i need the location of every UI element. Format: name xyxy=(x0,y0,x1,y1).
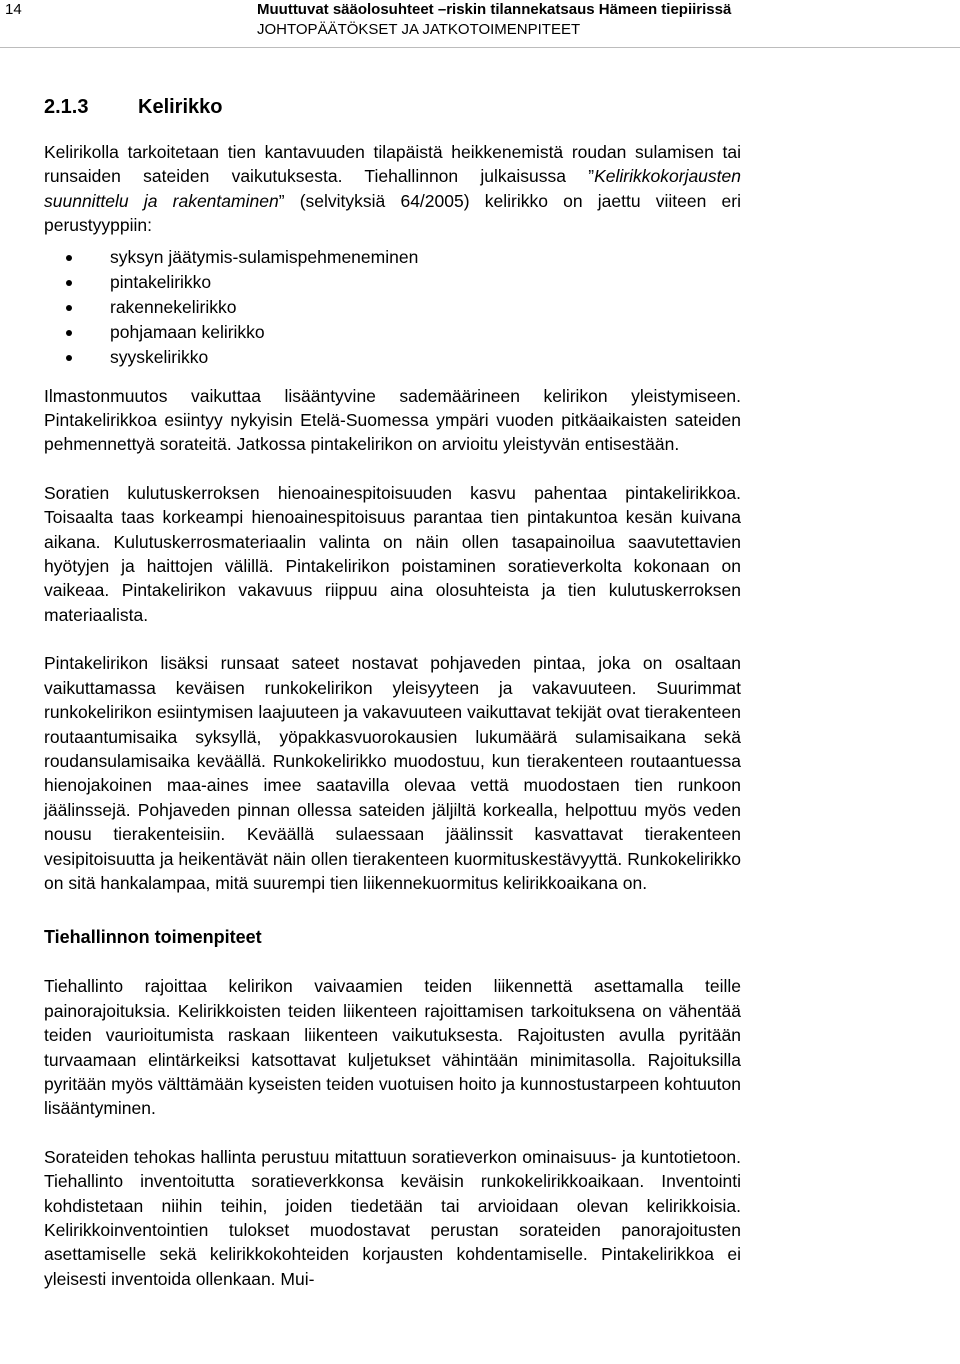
groundwater-paragraph: Pintakelirikon lisäksi runsaat sateet nostavat pohjaveden pintaa, joka on osaltaan vaikuttamassa keväisen runkokelirikon yleisyyteen ja vakavuuteen. Suurimmat runkokelirikon esiintymisen laajuuteen ja vakavuuteen vaikuttavat tekijät ovat tierakenteen routaantumisaika syksyllä, yöpakkasvuorokausien lukumäärä sulamisaikana sekä roudansulamisaika keväällä. Runkokelirikko muodostuu, kun tierakenteen routaantuessa hienojakoinen maa-aines imee saatavilla olevaa vettä muodostaen tien runkoon jäälinssejä. Pohjaveden pinnan ollessa sateiden jäljiltä korkealla, helpottuu myös veden nousu tierakenteisiin. Keväällä sulaessaan jäälinssit kasvattavat tierakenteen vesipitoisuutta ja heikentävät näin ollen tierakenteen kuormituskestävyyttä. Runkokelirikko on sitä hankalampaa, mitä suurempi tien liikennekuormitus kelirikkoaikana on. xyxy=(44,653,741,893)
section-heading xyxy=(44,94,741,120)
publication-title: Kelirikkokorjausten suunnittelu ja rakentaminen xyxy=(44,166,741,211)
section-number: 2.1.3 xyxy=(44,96,89,118)
list-item-label: pohjamaan kelirikko xyxy=(110,321,265,342)
bullet-icon xyxy=(66,255,72,261)
list-item-label: syksyn jäätymis-sulamispehmeneminen xyxy=(110,246,419,267)
section-title: Kelirikko xyxy=(138,96,223,118)
inventory-paragraph: Sorateiden tehokas hallinta perustuu mitattuun soratieverkon ominaisuus- ja kuntotietoon. Tiehallinto inventoitutta soratieverkkonsa keväisin runkokelirikkoaikaan. Inventointi kohdistetaan niihin teihin, joiden tiedetään tai arvioidaan olevan kelirikkoisia. Kelirikkoinventointien tulokset muodostavat perustan sorateiden panorajoitusten asettamiselle sekä kelirikkokohteiden korjausten kohdentamiselle. Pintakelirikkoa ei yleisesti inventoida ollenkaan. Mui- xyxy=(44,1146,741,1289)
bullet-icon xyxy=(66,280,72,286)
intro-text: Kelirikolla tarkoitetaan tien kantavuuden tilapäistä heikkenemistä roudan sulamisen tai runsaiden sateiden vaikutuksesta. Tiehallinnon julkaisussa ” xyxy=(44,142,741,187)
restrictions-paragraph: Tiehallinto rajoittaa kelirikon vaivaamien teiden liikennettä asettamalla teille painorajoituksia. Kelirikkoisten teiden liikenteen rajoittamisen tarkoituksena on vähentää teiden vaurioitumista raskaan liikenteen vaikutuksesta. Rajoitusten avulla pyritään turvaamaan elintärkeiksi katsottavat kuljetukset vähintään minimitasolla. Rajoituksilla pyritään myös välttämään kyseisten teiden vuotuisen hoito ja kunnostustarpeen kohtuuton lisääntyminen. xyxy=(44,976,741,1119)
list-item-label: pintakelirikko xyxy=(110,271,212,292)
list-item xyxy=(44,245,741,270)
paragraph-gap xyxy=(44,627,741,651)
list-item-label: syyskelirikko xyxy=(110,346,209,367)
list-item xyxy=(44,345,741,370)
bullet-icon xyxy=(66,355,72,361)
page-number: 14 xyxy=(5,1,22,18)
list-item xyxy=(44,320,741,345)
kelirikko-types-list xyxy=(44,245,741,370)
header-divider xyxy=(0,47,960,48)
intro-text-end: ” (selvityksiä 64/2005) kelirikko on jaettu viiteen eri perustyyppiin: xyxy=(44,190,741,236)
wearing-course-paragraph: Soratien kulutuskerroksen hienoainespitoisuuden kasvu pahentaa pintakelirikkoa. Toisaalta taas korkeampi hienoainespitoisuus parantaa tien pintakuntoa kesän kuivana aikana. Kulutuskerrosmateriaalin valinta on näin ollen tasapainoilua saavutettavien hyötyjen ja haittojen välillä. Pintakelirikon poistaminen soratieverkolta kokonaan on vaikeaa. Pintakelirikon vakavuus riippuu aina olosuhteista ja tien kulutuskerroksen materiaalista. xyxy=(44,482,741,625)
bullet-icon xyxy=(66,330,72,336)
climate-paragraph: Ilmastonmuutos vaikuttaa lisääntyvine sademäärineen kelirikon yleistymiseen. Pintakelirikkoa esiintyy nykyisin Etelä-Suomessa ympäri vuoden pitkäaikaisten sateiden pehmennettyä sorateitä. Jatkossa pintakelirikon on arvioitu yleistyvän entisestään. xyxy=(44,385,741,455)
list-item xyxy=(44,295,741,320)
running-header-subtitle: JOHTOPÄÄTÖKSET JA JATKOTOIMENPITEET xyxy=(257,21,581,38)
page-header xyxy=(0,0,960,50)
paragraph-gap xyxy=(44,457,741,481)
list-item xyxy=(44,270,741,295)
page-content xyxy=(44,94,741,1291)
running-header-title: Muuttuvat sääolosuhteet –riskin tilannekatsaus Hämeen tiepiirissä xyxy=(257,1,732,18)
bullet-icon xyxy=(66,305,72,311)
paragraph-gap xyxy=(44,1121,741,1145)
intro-paragraph xyxy=(44,140,741,238)
measures-heading: Tiehallinnon toimenpiteet xyxy=(44,927,262,948)
list-item-label: rakennekelirikko xyxy=(110,296,237,317)
